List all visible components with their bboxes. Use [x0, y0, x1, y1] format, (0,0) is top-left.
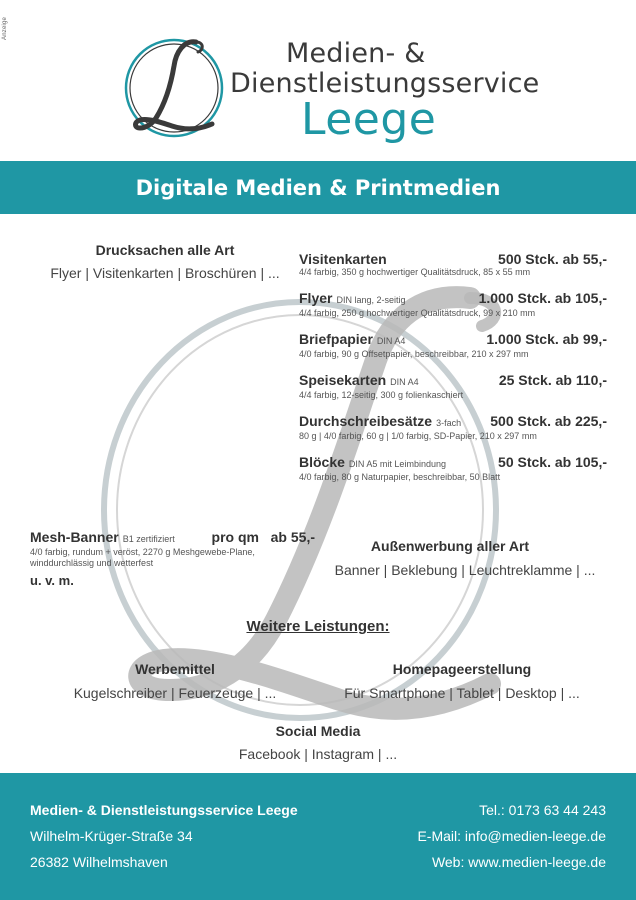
price-item	[299, 454, 607, 483]
price-item-desc: 4/0 farbig, 80 g Naturpapier, beschreibbar, 50 Blatt	[299, 472, 501, 482]
price-item-desc: 4/4 farbig, 350 g hochwertiger Qualitätsdruck, 85 x 55 mm	[299, 267, 531, 277]
price-item-name: Flyer DIN lang, 2-seitig	[299, 290, 406, 306]
logo-line-3: Leege	[301, 94, 437, 145]
logo	[118, 32, 540, 147]
logo-monogram-icon	[118, 32, 230, 144]
price-item-sub: DIN A5 mit Leimbindung	[348, 459, 446, 469]
price-item-sub: 3-fach	[436, 418, 462, 428]
banner	[0, 161, 636, 214]
price-item-sub: DIN A4	[376, 336, 406, 346]
logo-line-1: Medien- &	[286, 38, 426, 69]
footer-company: Medien- & Dienstleistungsservice Leege	[30, 802, 298, 818]
price-item-price: 500 Stck. ab 55,-	[498, 251, 607, 267]
aussenwerbung-list: Banner | Beklebung | Leuchtreklamme | ...	[334, 562, 596, 578]
mesh-banner-name: Mesh-Banner B1 zertifiziert	[30, 529, 175, 545]
drucksachen-title: Drucksachen alle Art	[95, 242, 235, 258]
ad-label: Anzeige	[2, 16, 8, 40]
price-item-price: 1.000 Stck. ab 105,-	[478, 290, 607, 306]
price-item-price: 1.000 Stck. ab 99,-	[486, 331, 607, 347]
price-item	[299, 372, 607, 401]
price-item	[299, 251, 607, 278]
mesh-banner-price: pro qm ab 55,-	[211, 529, 315, 545]
footer-email[interactable]: E-Mail: info@medien-leege.de	[417, 828, 606, 844]
footer-contact	[417, 797, 606, 875]
footer-web[interactable]: Web: www.medien-leege.de	[431, 854, 606, 870]
price-item	[299, 290, 607, 319]
footer-phone[interactable]: Tel.: 0173 63 44 243	[479, 802, 606, 818]
price-item-sub: DIN lang, 2-seitig	[336, 295, 406, 305]
aussenwerbung-title: Außenwerbung aller Art	[370, 538, 530, 554]
footer	[0, 773, 636, 900]
logo-line-2: Dienstleistungsservice	[230, 68, 540, 99]
price-item	[299, 413, 607, 442]
price-list	[299, 251, 607, 495]
price-item-name: Blöcke DIN A5 mit Leimbindung	[299, 454, 446, 470]
mesh-banner	[30, 529, 315, 569]
mesh-banner-sub: B1 zertifiziert	[122, 534, 175, 544]
footer-street: Wilhelm-Krüger-Straße 34	[30, 828, 193, 844]
price-item-desc: 4/4 farbig, 250 g hochwertiger Qualitätsdruck, 99 x 210 mm	[299, 308, 536, 318]
price-item-name: Speisekarten DIN A4	[299, 372, 419, 388]
social-media-title: Social Media	[275, 723, 361, 739]
banner-title: Digitale Medien & Printmedien	[135, 175, 501, 200]
price-item-price: 500 Stck. ab 225,-	[490, 413, 607, 429]
price-item-desc: 4/4 farbig, 12-seitig, 300 g folienkaschiert	[299, 390, 464, 400]
homepage-list: Für Smartphone | Tablet | Desktop | ...	[344, 685, 580, 701]
weitere-leistungen-heading: Weitere Leistungen:	[246, 618, 390, 635]
price-item-price: 25 Stck. ab 110,-	[498, 372, 607, 388]
werbemittel-list: Kugelschreiber | Feuerzeuge | ...	[73, 685, 277, 701]
price-item-sub: DIN A4	[390, 377, 419, 387]
price-item-name: Visitenkarten	[299, 251, 387, 267]
price-item-price: 50 Stck. ab 105,-	[498, 454, 607, 470]
homepage-title: Homepageerstellung	[392, 661, 532, 677]
drucksachen-list: Flyer | Visitenkarten | Broschüren | ...	[50, 265, 280, 281]
price-item-desc: 4/0 farbig, 90 g Offsetpapier, beschreibbar, 210 x 297 mm	[299, 349, 529, 359]
uvm-label: u. v. m.	[30, 573, 74, 588]
price-item-name: Durchschreibesätze 3-fach	[299, 413, 462, 429]
footer-city: 26382 Wilhelmshaven	[30, 854, 168, 870]
mesh-banner-desc: 4/0 farbig, rundum + veröst, 2270 g Meshgewebe-Plane, winddurchlässig und wetterfest	[30, 547, 255, 568]
price-item-desc: 80 g | 4/0 farbig, 60 g | 1/0 farbig, SD-Papier, 210 x 297 mm	[299, 431, 537, 441]
price-item	[299, 331, 607, 360]
footer-address	[30, 797, 298, 875]
werbemittel-title: Werbemittel	[135, 661, 215, 677]
price-item-name: Briefpapier DIN A4	[299, 331, 406, 347]
social-media-list: Facebook | Instagram | ...	[238, 746, 398, 762]
